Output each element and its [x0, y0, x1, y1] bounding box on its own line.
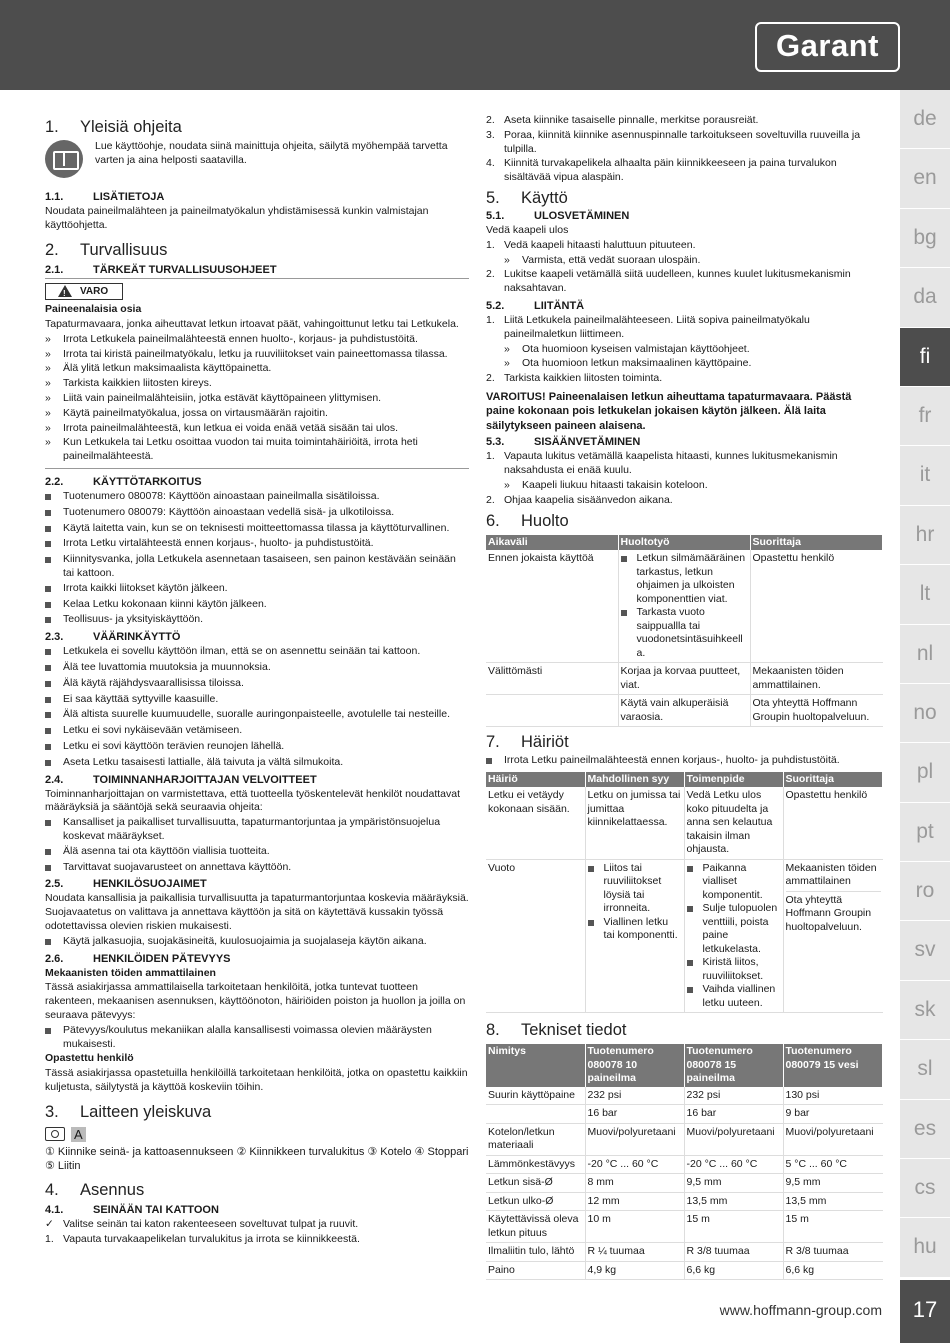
page-number: 17 — [900, 1280, 950, 1343]
list-item: » Irrota Letkukela paineilmalähteestä ennen huolto-, korjaus- ja puhdistustöitä. — [45, 332, 418, 345]
table-row: Ennen jokaista käyttöä Letkun silmämääräinen tarkastus, letkun ohjaimen ja ulkoisten komponenttien viat. Tarkasta vuoto saippuallla tai vuodonetsintäsuihkeell a. Opastettu henkilö — [486, 550, 883, 663]
table-row — [486, 1155, 883, 1174]
language-tab-ro[interactable]: ro — [900, 862, 950, 921]
list-item: Älä käytä räjähdysvaarallisissa tiloissa. — [45, 677, 469, 692]
section-2-4-text: Toiminnanharjoittajan on varmistettava, että tuotteella työskentelevät henkilöt noudattavat määräyksiä ja sääntöjä sekä seuraavia ohjeita: — [45, 787, 461, 814]
table-cell: 13,5 mm — [783, 1192, 883, 1211]
section-1-1-text: Noudata paineilmalähteen ja paineilmatyökalun yhdistämisessä kunkin valmistajan käyttöohjetta. — [45, 205, 429, 231]
section-5-heading: 5. Käyttö — [486, 188, 568, 207]
table-cell — [486, 1105, 585, 1124]
section-6-heading: 6. Huolto — [486, 511, 569, 530]
pressure-warning: VAROITUS! Paineenalaisen letkun aiheuttama tapaturmavaara. Päästä paine kokonaan pois letkukelan jokaisen käytön jälkeen. Älä laita säilytykseen paineen alaisena. — [486, 390, 852, 432]
language-tab-no[interactable]: no — [900, 684, 950, 743]
pullout-steps — [486, 239, 883, 296]
table-row — [486, 1211, 883, 1243]
table-row — [486, 1087, 883, 1105]
table-cell: Muovi/polyuretaani — [783, 1123, 883, 1155]
language-tab-pt[interactable]: pt — [900, 803, 950, 862]
table-row: Vuoto Liitos tai ruuviliitokset löysiä tai irronneita. Viallinen letku tai komponentti. Paikanna vialliset komponentit. Sulje tulopuolen venttiili, poista paine letkukelasta. Kiristä liitos, ruuviliitokset. Vaihda viallinen letku uuteen. Mekaanisten töiden ammattilainen Ota yhteyttä Hoffmann Groupin huoltopalveluun. — [486, 859, 883, 1013]
list-item: Pätevyys/koulutus mekaniikan alalla kansallisesti voimassa olevien määräysten mukaisesti. — [45, 1024, 469, 1052]
section-5-2-heading: 5.2. LIITÄNTÄ — [486, 299, 585, 312]
step-item: ✓ Valitse seinän tai katon rakenteeseen soveltuvat tulpat ja ruuvit. — [45, 1217, 359, 1230]
table-cell: 12 mm — [585, 1192, 684, 1211]
list-item: Tarvittavat suojavarusteet on annettava käyttöön. — [45, 861, 469, 876]
table-cell: -20 °C ... 60 °C — [684, 1155, 783, 1174]
table-header: Toimenpide — [684, 772, 783, 788]
section-7-heading: 7. Häiriöt — [486, 733, 569, 752]
section-2-2-heading: 2.2. KÄYTTÖTARKOITUS — [45, 476, 202, 489]
list-item: Letkukela ei sovellu käyttöön ilman, että se on asennettu seinään tai kattoon. — [45, 645, 469, 660]
table-cell: Suurin käyttöpaine — [486, 1087, 585, 1105]
table-cell: 9,5 mm — [684, 1174, 783, 1193]
list-item: Irrota Letku virtalähteestä ennen korjaus-, huolto- ja puhdistustöitä. — [45, 537, 469, 552]
language-tab-cs[interactable]: cs — [900, 1159, 950, 1218]
language-tab-sl[interactable]: sl — [900, 1040, 950, 1099]
list-item: Älä altista suurelle kuumuudelle, suoralle auringonpaisteelle, avotulelle tai nesteille. — [45, 708, 469, 723]
list-item: Letku ei sovi käyttöön terävien reunojen lähellä. — [45, 740, 469, 755]
language-tab-nl[interactable]: nl — [900, 625, 950, 684]
table-cell: 9 bar — [783, 1105, 883, 1124]
list-item: Älä tee luvattomia muutoksia ja muunnoksia. — [45, 661, 469, 676]
table-row — [486, 1192, 883, 1211]
language-tab-hr[interactable]: hr — [900, 506, 950, 565]
list-item: » Irrota paineilmalähteestä, kun letkua ei voida enää vetää sisään tai ulos. — [45, 421, 399, 434]
table-cell: 9,5 mm — [783, 1174, 883, 1193]
section-1-1-heading: 1.1. LISÄTIETOJA — [45, 191, 165, 203]
table-cell: 5 °C ... 60 °C — [783, 1155, 883, 1174]
table-row — [486, 1261, 883, 1280]
language-tab-lt[interactable]: lt — [900, 565, 950, 624]
intro-text: Lue käyttöohje, noudata siinä mainittuja ohjeita, säilytä myöhempää tarvetta varten ja aina helposti saatavilla. — [95, 140, 448, 166]
danger-list — [45, 333, 469, 469]
mounting-steps-continued — [486, 114, 883, 185]
list-item: » Liitä vain paineilmalähteisiin, jotka estävät käyttöpaineen ylittymisen. — [45, 392, 382, 405]
table-cell: -20 °C ... 60 °C — [585, 1155, 684, 1174]
header-bar — [0, 0, 950, 90]
language-tab-sv[interactable]: sv — [900, 921, 950, 980]
read-manual-icon — [45, 140, 83, 178]
section-8-heading: 8. Tekniset tiedot — [486, 1021, 627, 1040]
figure-label: A — [71, 1127, 86, 1142]
table-header: Suorittaja — [783, 772, 883, 788]
step-item: 4. Kiinnitä turvakapelikela alhaalta päin kiinnikkeeseen ja paina turvalukon sisältävää vipua alaspäin. — [486, 157, 837, 184]
list-item: Kansalliset ja paikalliset turvallisuutta, tapaturmantorjuntaa ja ympäristönsuojelua koskevat määräykset. — [45, 816, 469, 844]
ppe-list — [45, 935, 469, 950]
section-2-5-heading: 2.5. HENKILÖSUOJAIMET — [45, 878, 207, 891]
step-item: 1. Vapauta turvakaapelikelan turvalukitus ja irrota se kiinnikkeestä. — [45, 1232, 360, 1245]
list-item: Älä asenna tai ota käyttöön viallisia tuotteita. — [45, 845, 469, 860]
danger-text: Tapaturmavaara, jonka aiheuttavat letkun irtoavat päät, vahingoittunut letku tai Letkukela. — [45, 318, 459, 331]
language-tab-da[interactable]: da — [900, 268, 950, 327]
table-header: Tuotenumero 080079 15 vesi — [783, 1044, 883, 1087]
list-item: Kelaa Letku kokonaan kiinni käytön jälkeen. — [45, 598, 469, 613]
camera-icon — [45, 1127, 65, 1141]
table-cell: Lämmönkestävyys — [486, 1155, 585, 1174]
right-column: 2. Aseta kiinnike tasaiselle pinnalle, merkitse porausreiät. 3. Poraa, kiinnitä kiinnike asennuspinnalle tarkoitukseen soveltuvilla ruuveilla ja tulpilla. 4. Kiinnitä turvakapelikela alhaalta päin kiinnikkeeseen ja paina turvalukon sisältävää vipua alaspäin. 5. Käyttö 5.1. ULOSVETÄMINEN Vedä kaapeli ulos 1. Vedä kaapeli hitaasti haluttuun pituuteen. » Varmista, että vedät suoraan ulospäin. 2. Lukitse kaapeli vetämällä siitä uudelleen, kunnes kuulet lukitusmekanismin naksahtavan. 5.2. LIITÄNTÄ 1. Liitä Letkukela paineilmalähteeseen. Liitä sopiva paineilmatyökalu paineilmaletkun liittimeen. » Ota huomioon kyseisen valmistajan käyttöohjeet. » Ota huomioon letkun maksimaalinen käyttöpaine. 2. Tarkista kaikkien liitosten toiminta. VAROITUS! Paineenalaisen letkun aiheuttama tapaturmavaara. Päästä paine kokonaan pois letkukelan jokaisen käytön jälkeen. Älä laita säilytykseen paineen alaisena. 5.3. SISÄÄNVETÄMINEN 1. Vapauta lukitus vetämällä kaapelista hitaasti, kunnes lukitusmekanismin naksahdusta ei enää kuulu. » Kaapeli liukuu hitaasti takaisin koteloon. 2. Ohjaa kaapelia sisäänvedon aikana. 6. Huolto Aikaväli Huoltotyö Suorittaja Ennen jokaista käyttöä Letkun silmämääräinen tarkastus, letkun ohjaimen ja ulkoisten komponenttien viat. Tarkasta vuoto saippuallla tai vuodonetsintäsuihkeell a. Opastettu henkilö Välittömästi Korjaa ja korvaa puutteet, viat. Mekaanisten töiden ammattilainen. Käytä vain alkuperäisiä varaosia. Ota yhteyttä Hoffmann Groupin huoltopalveluun. 7. Häiriöt Irrota Letku paineilmalähteestä ennen korjaus-, huolto- ja puhdistustöitä. Häiriö Mahdollinen syy Toimenpide Suorittaja Letku ei vetäydy kokonaan sisään. Letku on jumissa tai jumittaa kiinnikelattaessa. Vedä Letku ulos koko pituudelta ja anna sen kelautua takaisin ilman ohjausta. Opastettu henkilö Vuoto Liitos tai ruuviliitokset löysiä tai irronneita. Viallinen letku tai komponentti. Paikanna vialliset komponentit. Sulje tulopuolen venttiili, poista paine letkukelasta. Kiristä liitos, ruuviliitokset. Vaihda viallinen letku uuteen. Mekaanisten töiden ammattilainen Ota yhteyttä Hoffmann Groupin huoltopalveluun. 8. Tekniset tiedot Nimitys Tuotenumero 080078 10 paineilma Tuotenumero 080078 15 paineilma Tuotenumero 080079 15 vesi Suurin käyttöpaine 232 psi 232 psi 130 psi 16 bar 16 bar 9 bar Kotelon/letkun materiaali Muovi/polyuretaani Muovi/polyuretaani Muovi/polyuretaani Lämmönkestävyys -20 °C ... 60 °C -20 °C ... 60 °C 5 °C ... 60 °C Letkun sisä-Ø 8 mm 9,5 mm 9,5 mm Letkun ulko-Ø 12 mm 13,5 mm 13,5 mm Käytettävissä oleva letkun pituus 10 m 15 m 15 m Ilmaliitin tulo, lähtö R ¼ tuumaa R 3/8 tuumaa R 3/8 tuumaa Paino 4,9 kg 6,6 kg 6,6 kg — [486, 113, 883, 1280]
table-header: Häiriö — [486, 772, 585, 788]
warning-icon — [58, 285, 72, 297]
table-row — [486, 1123, 883, 1155]
table-header: Aikaväli — [486, 535, 618, 551]
table-cell: 130 psi — [783, 1087, 883, 1105]
list-item: Käytä jalkasuojia, suojakäsineitä, kuulosuojaimia ja suojalaseja käytön aikana. — [45, 935, 469, 950]
table-header: Tuotenumero 080078 15 paineilma — [684, 1044, 783, 1087]
section-2-3-heading: 2.3. VÄÄRINKÄYTTÖ — [45, 631, 181, 644]
misuse-list — [45, 645, 469, 770]
table-row — [486, 1243, 883, 1262]
intended-use-list — [45, 490, 469, 628]
section-2-6-heading: 2.6. HENKILÖIDEN PÄTEVYYS — [45, 952, 231, 965]
language-tab-it[interactable]: it — [900, 446, 950, 505]
mech-title: Mekaanisten töiden ammattilainen — [45, 966, 216, 979]
language-tab-fr[interactable]: fr — [900, 387, 950, 446]
language-tab-bg[interactable]: bg — [900, 209, 950, 268]
table-cell: 6,6 kg — [783, 1261, 883, 1280]
table-cell: 232 psi — [585, 1087, 684, 1105]
table-header: Mahdollinen syy — [585, 772, 684, 788]
list-item: Ei saa käyttää syttyville kaasuille. — [45, 693, 469, 708]
section-2-5-text: Noudata kansallisia ja paikallisia turvallisuutta ja tapaturmantorjuntaa koskevia määräyksiä. Suojavaatetus on valittava ja annettava käyttöön ja sitä on käytettävä kussakin työssä odotettavissa olevien riskien mukaisesti. — [45, 892, 469, 932]
step-item: 1. Vedä kaapeli hitaasti haluttuun pituuteen. — [486, 238, 696, 251]
table-row — [486, 1105, 883, 1124]
table-cell: Letkun sisä-Ø — [486, 1174, 585, 1193]
table-cell: R ¼ tuumaa — [585, 1243, 684, 1262]
language-tab-de[interactable]: de — [900, 90, 950, 149]
list-item: Käytä laitetta vain, kun se on teknisesti moitteettomassa tilassa ja käyttöturvallinen. — [45, 522, 469, 537]
list-item: Irrota kaikki liitokset käytön jälkeen. — [45, 582, 469, 597]
table-header: Tuotenumero 080078 10 paineilma — [585, 1044, 684, 1087]
list-item: » Älä ylitä letkun maksimaalista käyttöpainetta. — [45, 362, 272, 375]
list-item: » Irrota tai kiristä paineilmatyökalu, letku ja ruuviliitokset vain paineettomassa tilassa. — [45, 347, 448, 360]
list-item: Kiinnitysvanka, jolla Letkukela asennetaan tasaiseen, sen painon kestävään seinään tai kattoon. — [45, 553, 469, 581]
table-row: Letku ei vetäydy kokonaan sisään. Letku on jumissa tai jumittaa kiinnikelattaessa. Vedä Letku ulos koko pituudelta ja anna sen kelautua takaisin ilman ohjausta. Opastettu henkilö — [486, 787, 883, 859]
section-2-heading: 2. Turvallisuus — [45, 240, 168, 259]
garant-logo: Garant — [755, 22, 900, 72]
section-5-1-text: Vedä kaapeli ulos — [486, 223, 569, 236]
table-header: Nimitys — [486, 1044, 585, 1087]
table-cell: Käytettävissä oleva letkun pituus — [486, 1211, 585, 1243]
language-sidebar — [900, 90, 950, 1343]
step-item: 2. Aseta kiinnike tasaiselle pinnalle, merkitse porausreiät. — [486, 114, 759, 126]
table-cell: Ilmaliitin tulo, lähtö — [486, 1243, 585, 1262]
language-tab-fi[interactable]: fi — [900, 328, 950, 387]
table-cell: Muovi/polyuretaani — [684, 1123, 783, 1155]
section-5-1-heading: 5.1. ULOSVETÄMINEN — [486, 209, 630, 222]
list-item: » Käytä paineilmatyökalua, jossa on virtausmäärän rajoitin. — [45, 406, 328, 419]
language-tab-sk[interactable]: sk — [900, 981, 950, 1040]
table-row: Välittömästi Korjaa ja korvaa puutteet, viat. Mekaanisten töiden ammattilainen. — [486, 663, 883, 695]
table-header: Huoltotyö — [618, 535, 750, 551]
table-row — [486, 1174, 883, 1193]
section-5-3-heading: 5.3. SISÄÄNVETÄMINEN — [486, 436, 641, 449]
list-item: Tuotenumero 080079: Käyttöön ainoastaan vedellä sisä- ja ulkotiloissa. — [45, 506, 469, 521]
language-tab-en[interactable]: en — [900, 149, 950, 208]
table-cell: Kotelon/letkun materiaali — [486, 1123, 585, 1155]
list-item: Letku ei sovi nykäisevään vetämiseen. — [45, 724, 469, 739]
table-cell: 15 m — [783, 1211, 883, 1243]
caution-label: ! VARO — [45, 283, 123, 301]
language-tab-pl[interactable]: pl — [900, 743, 950, 802]
table-cell: R 3/8 tuumaa — [783, 1243, 883, 1262]
instructed-text: Tässä asiakirjassa opastetuilla henkilöillä tarkoitetaan henkilöitä, jotka on opastettu kaikkiin kuljetusta, säilytystä ja käyttöä koskeviin töihin. — [45, 1067, 468, 1093]
mounting-steps — [45, 1218, 469, 1247]
table-cell: 10 m — [585, 1211, 684, 1243]
table-cell: Muovi/polyuretaani — [585, 1123, 684, 1155]
section-3-heading: 3. Laitteen yleiskuva — [45, 1102, 212, 1121]
table-row: Käytä vain alkuperäisiä varaosia. Ota yhteyttä Hoffmann Groupin huoltopalveluun. — [486, 695, 883, 727]
faults-table — [486, 772, 883, 1014]
table-cell: 13,5 mm — [684, 1192, 783, 1211]
mech-text: Tässä asiakirjassa ammattilaisella tarkoitetaan henkilöitä, jotka tuntevat tuotteen rakenteen, mekaanisen asennuksen, käyttöönoton, häiriöiden poiston ja huollon ja joilla on seuraava pätevyys: — [45, 981, 466, 1021]
table-cell: Paino — [486, 1261, 585, 1280]
table-cell: 4,9 kg — [585, 1261, 684, 1280]
step-item: 2. Lukitse kaapeli vetämällä siitä uudelleen, kunnes kuulet lukitusmekanismin naksahtavan. — [486, 268, 851, 295]
section-1-heading: 1. Yleisiä ohjeita — [45, 118, 182, 136]
danger-title: Paineenalaisia osia — [45, 303, 142, 316]
overview-legend: ① Kiinnike seinä- ja kattoasennukseen ② Kiinnikkeen turvalukitus ③ Kotelo ④ Stoppari ⑤ Liitin — [45, 1145, 469, 1172]
list-item: » Kun Letkukela tai Letku osoittaa vuodon tai muita toimintahäiriöitä, irrota heti paineilmalähteestä. — [45, 436, 418, 463]
instructed-title: Opastettu henkilö — [45, 1052, 134, 1065]
technical-data-table — [486, 1044, 883, 1280]
section-4-1-heading: 4.1. SEINÄÄN TAI KATTOON — [45, 1203, 219, 1216]
table-cell: 6,6 kg — [684, 1261, 783, 1280]
table-header: Suorittaja — [750, 535, 883, 551]
section-2-4-heading: 2.4. TOIMINNANHARJOITTAJAN VELVOITTEET — [45, 773, 317, 786]
table-cell: 15 m — [684, 1211, 783, 1243]
table-cell: 232 psi — [684, 1087, 783, 1105]
left-column — [45, 110, 469, 1246]
maintenance-table — [486, 535, 883, 728]
list-item: » Tarkista kaikkien liitosten kireys. — [45, 377, 212, 390]
list-item: Aseta Letku tasaisesti lattialle, älä taivuta ja vältä silmukoita. — [45, 756, 469, 771]
table-cell: 8 mm — [585, 1174, 684, 1193]
list-item: Tuotenumero 080078: Käyttöön ainoastaan paineilmalla sisätiloissa. — [45, 490, 469, 505]
step-item: 3. Poraa, kiinnitä kiinnike asennuspinnalle tarkoitukseen soveltuvilla ruuveilla ja tulpilla. — [486, 128, 861, 155]
operator-list — [45, 816, 469, 875]
table-cell: 16 bar — [684, 1105, 783, 1124]
footer-url[interactable]: www.hoffmann-group.com — [719, 1302, 882, 1318]
sub-step-item: » Varmista, että vedät suoraan ulospäin. — [504, 253, 701, 266]
table-cell: Letkun ulko-Ø — [486, 1192, 585, 1211]
table-cell: R 3/8 tuumaa — [684, 1243, 783, 1262]
language-tab-es[interactable]: es — [900, 1100, 950, 1159]
language-tab-hu[interactable]: hu — [900, 1218, 950, 1277]
mech-list — [45, 1024, 469, 1052]
table-cell: 16 bar — [585, 1105, 684, 1124]
list-item: Teollisuus- ja yksityiskäyttöön. — [45, 613, 469, 628]
section-4-heading: 4. Asennus — [45, 1180, 145, 1199]
section-2-1-heading: 2.1. TÄRKEÄT TURVALLISUUSOHJEET — [45, 263, 469, 279]
